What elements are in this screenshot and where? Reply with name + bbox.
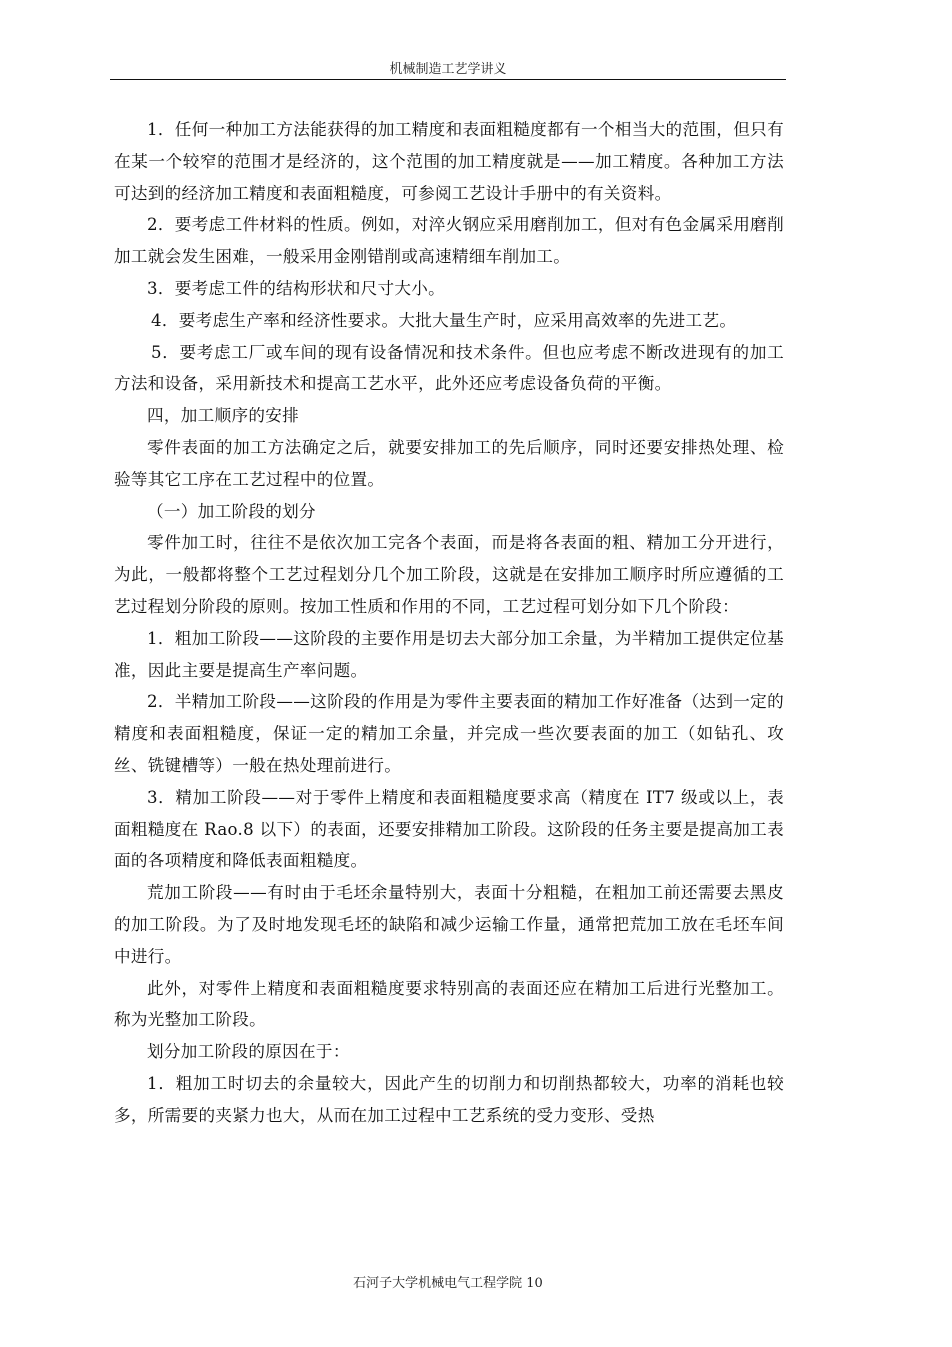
paragraph-5: 5．要考虑工厂或车间的现有设备情况和技术条件。但也应考虑不断改进现有的加工方法和设备，采用新技术和提高工艺水平，此外还应考虑设备负荷的平衡。	[114, 342, 784, 394]
page-footer: 石河子大学机械电气工程学院 10	[353, 1276, 543, 1291]
paragraph-11: 荒加工阶段——有时由于毛坯余量特别大，表面十分粗糙，在粗加工前还需要去黑皮的加工阶段。为了及时地发现毛坯的缺陷和减少运输工作量，通常把荒加工放在毛坯车间中进行。	[114, 883, 784, 966]
header-rule	[110, 79, 786, 80]
paragraph-13: 划分加工阶段的原因在于：	[147, 1042, 350, 1062]
paragraph-12: 此外，对零件上精度和表面粗糙度要求特别高的表面还应在精加工后进行光整加工。称为光整加工阶段。	[114, 978, 784, 1030]
paragraph-8: 1．粗加工阶段——这阶段的主要作用是切去大部分加工余量，为半精加工提供定位基准，因此主要是提高生产率问题。	[114, 628, 784, 680]
body-text	[114, 114, 784, 1132]
subsection-heading-1: （一）加工阶段的划分	[147, 501, 316, 521]
section-heading-4: 四，加工顺序的安排	[147, 406, 300, 426]
paragraph-7: 零件加工时，往往不是依次加工完各个表面，而是将各表面的粗、精加工分开进行，为此，一般都将整个工艺过程划分几个加工阶段，这就是在安排加工顺序时所应遵循的工艺过程划分阶段的原则。按加工性质和作用的不同，工艺过程可划分如下几个阶段：	[114, 533, 784, 616]
paragraph-10: 3．精加工阶段——对于零件上精度和表面粗糙度要求高（精度在 IT7 级或以上，表面粗糙度在 Rao.8 以下）的表面，还要安排精加工阶段。这阶段的任务主要是提高加工表面的各项精度和降低表面粗糙度。	[114, 787, 784, 871]
paragraph-1: 1．任何一种加工方法能获得的加工精度和表面粗糙度都有一个相当大的范围，但只有在某一个较窄的范围才是经济的，这个范围的加工精度就是——加工精度。各种加工方法可达到的经济加工精度和表面粗糙度，可参阅工艺设计手册中的有关资料。	[114, 120, 784, 203]
paragraph-3: 3．要考虑工件的结构形状和尺寸大小。	[147, 278, 446, 298]
paragraph-4: 4．要考虑生产率和经济性要求。大批大量生产时，应采用高效率的先进工艺。	[151, 310, 737, 330]
page-header: 机械制造工艺学讲义	[389, 62, 507, 77]
paragraph-6: 零件表面的加工方法确定之后，就要安排加工的先后顺序，同时还要安排热处理、检验等其它工序在工艺过程中的位置。	[114, 437, 784, 489]
paragraph-14: 1．粗加工时切去的余量较大，因此产生的切削力和切削热都较大，功率的消耗也较多，所需要的夹紧力也大，从而在加工过程中工艺系统的受力变形、受热	[114, 1073, 784, 1125]
paragraph-2: 2．要考虑工件材料的性质。例如，对淬火钢应采用磨削加工，但对有色金属采用磨削加工就会发生困难，一般采用金刚错削或高速精细车削加工。	[114, 215, 784, 267]
paragraph-9: 2．半精加工阶段——这阶段的作用是为零件主要表面的精加工作好准备（达到一定的精度和表面粗糙度，保证一定的精加工余量，并完成一些次要表面的加工（如钻孔、攻丝、铣键槽等）一般在热处理前进行。	[114, 692, 784, 775]
